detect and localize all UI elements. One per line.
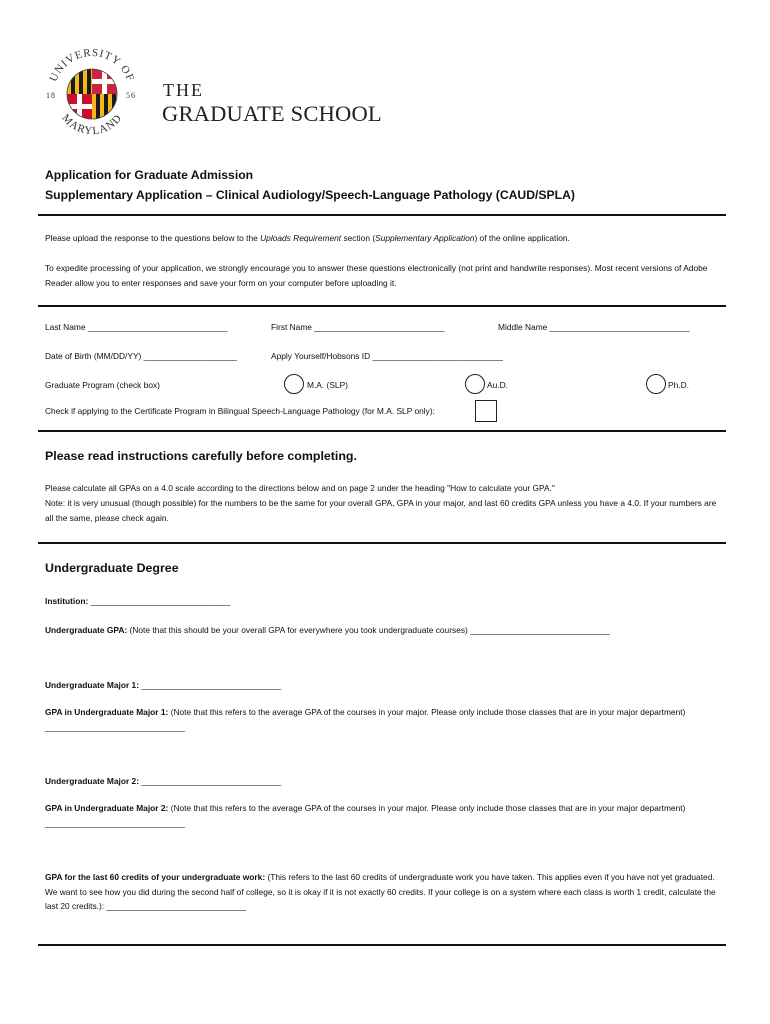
option-phd-label: Ph.D. (668, 380, 689, 390)
certificate-program-label: Check if applying to the Certificate Program in Bilingual Speech-Language Pathology (for M.A. SLP only): (45, 406, 435, 416)
gpa-major-1-text: (Note that this refers to the average GPA of the courses in your major. Please only include those classes that are in your major department) ______________________________ (45, 707, 686, 732)
instructions-gpa-note: Note: it is very unusual (though possible) for the numbers to be the same for your overall GPA, GPA in your major, and last 60 credits GPA unless you have a 4.0. If your numbers are all the same, please check again. (45, 498, 717, 523)
hobsons-id-field[interactable]: Apply Yourself/Hobsons ID ____________________________ (271, 351, 503, 361)
uploads-requirement-link: Uploads Requirement (260, 233, 342, 243)
divider (38, 542, 726, 544)
intro-text-1: Please upload the response to the questions below to the (45, 233, 261, 243)
gpa-major-2-label: GPA in Undergraduate Major 2: (45, 803, 169, 813)
supplementary-application-link: Supplementary Application (375, 233, 475, 243)
major-2-field[interactable] (45, 774, 281, 789)
last-60-credits-gpa-field[interactable] (45, 870, 725, 914)
intro-upload-text (45, 231, 725, 246)
intro-expedite-text: To expedite processing of your application, we strongly encourage you to answer these questions electronically (not print and handwrite responses). Most recent versions of Adobe Reader allow you to enter responses and save your form on your computer before uploading it. (45, 263, 708, 288)
seal-top-text: UNIVERSITY OF (47, 46, 137, 84)
seal-year-left: 18 (46, 91, 56, 100)
major-2-label: Undergraduate Major 2: (45, 776, 140, 786)
divider (38, 944, 726, 946)
university-seal (40, 42, 144, 146)
last-60-credits-label: GPA for the last 60 credits of your undergraduate work: (45, 872, 266, 882)
graduate-program-label: Graduate Program (check box) (45, 380, 160, 390)
undergraduate-gpa-field[interactable] (45, 623, 735, 638)
last-name-field[interactable]: Last Name ______________________________ (45, 322, 228, 332)
radio-aud[interactable] (465, 374, 485, 394)
option-aud-label: Au.D. (487, 380, 508, 390)
seal-year-right: 56 (126, 91, 136, 100)
gpa-major-1-label: GPA in Undergraduate Major 1: (45, 707, 169, 717)
intro-text-2: section ( (341, 233, 376, 243)
maryland-seal-icon (40, 42, 144, 146)
institution-label: Institution: (45, 596, 89, 606)
institution-line: ______________________________ (88, 596, 231, 606)
middle-name-field[interactable]: Middle Name ______________________________ (498, 322, 690, 332)
radio-phd[interactable] (646, 374, 666, 394)
instructions-gpa-scale: Please calculate all GPAs on a 4.0 scale according to the directions below and on page 2 under the heading "How to calculate your GPA." (45, 483, 555, 493)
divider (38, 305, 726, 307)
divider (38, 214, 726, 216)
option-ma-slp-label: M.A. (SLP) (307, 380, 348, 390)
intro-text-3: ) of the online application. (474, 233, 570, 243)
date-of-birth-field[interactable]: Date of Birth (MM/DD/YY) ____________________ (45, 351, 237, 361)
brand-the: THE (163, 80, 204, 100)
last-60-credits-text: (This refers to the last 60 credits of undergraduate work you have taken. This applies even if you have not yet graduated. We want to see how you did during the second half of college, so it is okay if it is not exactly 60 credits. If your college is on a system where each class is worth 1 credit, calculate the last 20 credits.): ______________________________ (45, 872, 716, 912)
undergraduate-gpa-label: Undergraduate GPA: (45, 625, 128, 635)
brand-graduate-school: GRADUATE SCHOOL (162, 101, 382, 126)
gpa-major-2-field[interactable] (45, 801, 710, 830)
gpa-major-1-field[interactable] (45, 705, 710, 734)
institution-field[interactable] (45, 594, 230, 609)
page-title: Application for Graduate Admission (45, 168, 254, 182)
gpa-major-2-text: (Note that this refers to the average GPA of the courses in your major. Please only include those classes that are in your major department) ______________________________ (45, 803, 686, 828)
page-subtitle: Supplementary Application – Clinical Audiology/Speech-Language Pathology (CAUD/SPLA) (45, 188, 575, 202)
certificate-program-checkbox[interactable] (475, 400, 497, 422)
instructions-heading: Please read instructions carefully before completing. (45, 449, 357, 463)
divider (38, 430, 726, 432)
first-name-field[interactable]: First Name ____________________________ (271, 322, 445, 332)
major-1-line: ______________________________ (139, 680, 282, 690)
radio-ma-slp[interactable] (284, 374, 304, 394)
seal-bottom-text: MARYLAND (59, 112, 125, 138)
undergraduate-heading: Undergraduate Degree (45, 561, 179, 575)
major-1-label: Undergraduate Major 1: (45, 680, 140, 690)
undergraduate-gpa-text: (Note that this should be your overall GPA for everywhere you took undergraduate courses) ______________________________ (127, 625, 610, 635)
major-1-field[interactable] (45, 678, 281, 693)
major-2-line: ______________________________ (139, 776, 282, 786)
